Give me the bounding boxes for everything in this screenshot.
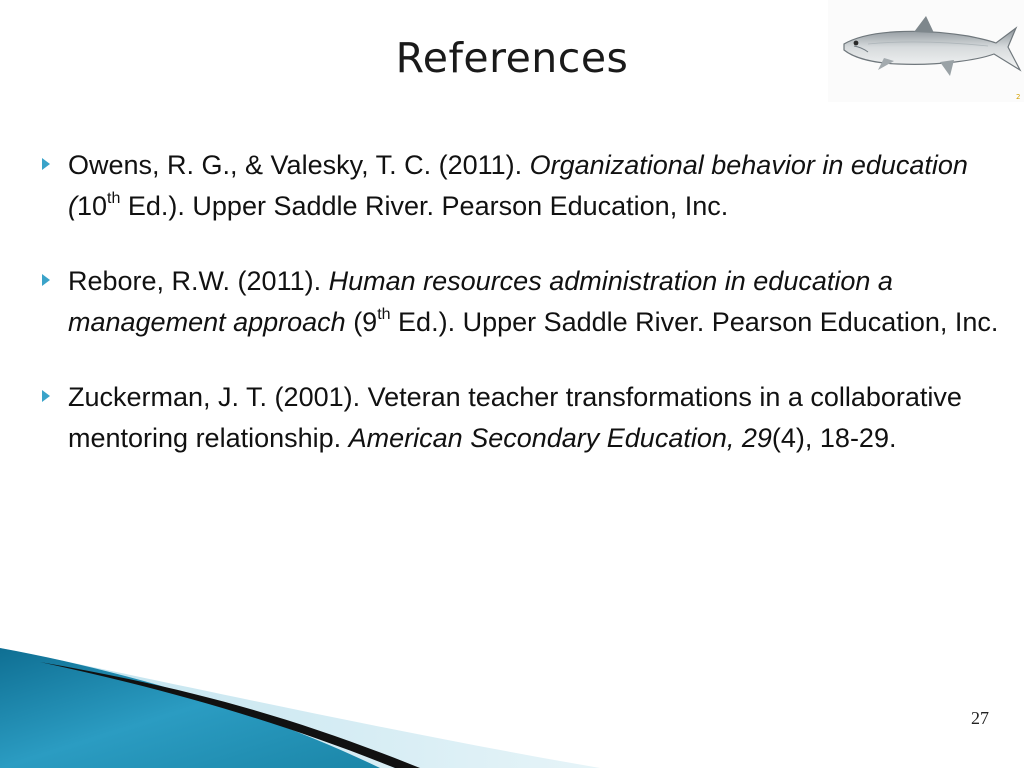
reference-text: Ed.). Upper Saddle River. Pearson Education, Inc. xyxy=(120,190,729,221)
bullet-arrow-icon xyxy=(42,274,50,286)
reference-text: 10 xyxy=(77,190,108,221)
reference-text: Zuckerman, J. T. (2001). Veteran teacher transformations in a collaborative mentoring relationship. xyxy=(68,382,962,453)
page-number: 27 xyxy=(971,708,989,728)
reference-text: Rebore, R.W. (2011). xyxy=(68,266,329,296)
reference-item-rebore xyxy=(40,261,1015,342)
reference-text: Ed.). Upper Saddle River. Pearson Education, Inc. xyxy=(390,306,999,337)
ordinal-suffix: th xyxy=(107,189,121,207)
svg-text:2: 2 xyxy=(1016,93,1021,101)
ordinal-suffix: th xyxy=(377,305,391,323)
bullet-arrow-icon xyxy=(42,158,50,170)
reference-text: (9 xyxy=(345,306,378,337)
reference-item-owens xyxy=(40,145,1015,226)
reference-title: Human resources administration in education a management approach xyxy=(68,266,893,337)
reference-title: Organizational behavior in education ( xyxy=(68,150,968,221)
reference-title: American Secondary Education, 29 xyxy=(348,422,772,453)
reference-text: Owens, R. G., & Valesky, T. C. (2011). xyxy=(68,150,530,180)
slide-title: References xyxy=(395,34,629,82)
bullet-arrow-icon xyxy=(42,390,50,402)
references-list xyxy=(40,145,1015,493)
decorative-wave xyxy=(0,640,1024,768)
tarpon-fish-icon xyxy=(828,0,1024,102)
reference-item-zuckerman xyxy=(40,377,1015,458)
reference-text: (4), 18-29. xyxy=(771,422,897,453)
